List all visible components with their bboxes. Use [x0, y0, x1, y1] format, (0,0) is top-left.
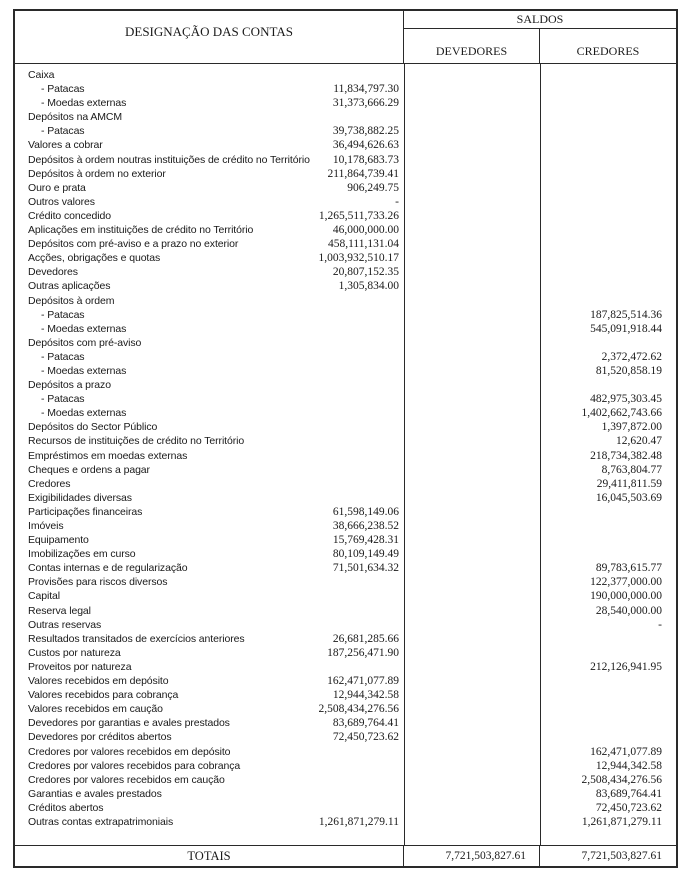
devedores-value: 20,807,152.35 — [332, 266, 399, 279]
account-label: Credores — [28, 477, 71, 490]
account-label: Depósitos com pré-aviso e a prazo no exterior — [28, 238, 239, 251]
table-row — [15, 96, 676, 110]
table-row — [15, 279, 676, 293]
account-label: Recursos de instituições de crédito no Território — [28, 435, 245, 448]
credores-value: 72,450,723.62 — [595, 801, 662, 814]
table-row — [15, 533, 676, 547]
table-row — [15, 350, 676, 364]
account-label: Depósitos na AMCM — [28, 111, 123, 124]
account-label: - Moedas externas — [41, 407, 127, 420]
devedores-value: 39,738,882.25 — [332, 125, 399, 138]
table-row — [15, 787, 676, 801]
devedores-value: 15,769,428.31 — [332, 534, 399, 547]
table-row — [15, 138, 676, 152]
devedores-value: 26,681,285.66 — [332, 632, 399, 645]
account-label: Contas internas e de regularização — [28, 562, 188, 575]
table-row — [15, 801, 676, 815]
devedores-value: 458,111,131.04 — [327, 238, 399, 251]
account-label: - Patacas — [41, 393, 85, 406]
table-row — [15, 322, 676, 336]
account-label: Depósitos à ordem no exterior — [28, 167, 166, 180]
account-label: Crédito concedido — [28, 209, 111, 222]
table-row — [15, 674, 676, 688]
table-row — [15, 209, 676, 223]
credores-value: 122,377,000.00 — [590, 576, 662, 589]
account-label: - Patacas — [41, 83, 85, 96]
table-row — [15, 618, 676, 632]
table-row — [15, 336, 676, 350]
account-label: Exigibilidades diversas — [28, 491, 132, 504]
account-label: Cheques e ordens a pagar — [28, 463, 150, 476]
table-row — [15, 815, 676, 829]
table-row — [15, 463, 676, 477]
devedores-value: 71,501,634.32 — [332, 562, 399, 575]
credores-value: 545,091,918.44 — [590, 322, 662, 335]
table-row — [15, 505, 676, 519]
table-row — [15, 730, 676, 744]
devedores-value: 1,261,871,279.11 — [318, 815, 399, 828]
table-row — [15, 660, 676, 674]
credores-value: 8,763,804.77 — [601, 463, 662, 476]
account-label: Acções, obrigações e quotas — [28, 252, 161, 265]
devedores-value: 10,178,683.73 — [332, 153, 399, 166]
table-row — [15, 251, 676, 265]
table-row — [15, 392, 676, 406]
table-row — [15, 491, 676, 505]
account-label: Proveitos por natureza — [28, 660, 132, 673]
credores-value: 482,975,303.45 — [590, 393, 662, 406]
table-row — [15, 477, 676, 491]
account-label: Devedores — [28, 266, 78, 279]
table-row — [15, 265, 676, 279]
account-label: Custos por natureza — [28, 646, 121, 659]
table-header — [15, 11, 676, 64]
account-label: Imobilizações em curso — [28, 548, 136, 561]
table-row — [15, 167, 676, 181]
table-row — [15, 364, 676, 378]
devedores-value: 80,109,149.49 — [332, 548, 399, 561]
balance-sheet-table — [13, 9, 678, 868]
table-row — [15, 632, 676, 646]
header-designacao: DESIGNAÇÃO DAS CONTAS — [15, 11, 404, 63]
credores-value: 190,000,000.00 — [590, 590, 662, 603]
totals-label: TOTAIS — [15, 845, 404, 866]
table-row — [15, 575, 676, 589]
credores-value: 1,397,872.00 — [601, 421, 662, 434]
table-row — [15, 773, 676, 787]
account-label: Outros valores — [28, 195, 95, 208]
credores-value: 12,620.47 — [616, 435, 662, 448]
header-credores: CREDORES — [576, 44, 640, 58]
account-label: Imóveis — [28, 520, 64, 532]
table-row — [15, 547, 676, 561]
totals-devedores: 7,721,503,827.61 — [404, 845, 540, 866]
devedores-value: 187,256,471.90 — [327, 646, 399, 659]
credores-value: 187,825,514.36 — [590, 308, 662, 321]
devedores-value: 1,265,511,733.26 — [318, 209, 399, 222]
account-label: Devedores por créditos abertos — [28, 731, 172, 744]
account-label: Credores por valores recebidos em depósito — [28, 745, 231, 758]
table-row — [15, 406, 676, 420]
credores-value: 2,372,472.62 — [601, 350, 662, 363]
credores-value: 212,126,941.95 — [590, 660, 662, 673]
devedores-value: 2,508,434,276.56 — [318, 703, 399, 716]
account-label: - Moedas externas — [41, 97, 127, 110]
devedores-value: 1,003,932,510.17 — [318, 252, 399, 265]
totals-credores: 7,721,503,827.61 — [581, 850, 662, 862]
credores-value: - — [658, 618, 662, 631]
table-row — [15, 124, 676, 138]
credores-value: 16,045,503.69 — [595, 491, 662, 504]
account-label: Depósitos à ordem noutras instituições de crédito no Território — [28, 153, 310, 166]
account-label: Equipamento — [28, 534, 89, 547]
table-row — [15, 759, 676, 773]
devedores-value: 12,944,342.58 — [332, 689, 399, 702]
account-label: Reserva legal — [28, 604, 91, 617]
devedores-value: 61,598,149.06 — [332, 505, 399, 518]
account-label: Credores por valores recebidos para cobrança — [28, 759, 241, 772]
account-label: Credores por valores recebidos em caução — [28, 773, 225, 786]
account-label: Outras contas extrapatrimoniais — [28, 815, 174, 828]
credores-value: 12,944,342.58 — [595, 759, 662, 772]
table-row — [15, 519, 676, 533]
account-label: Outras aplicações — [28, 280, 111, 293]
devedores-value: 11,834,797.30 — [333, 83, 399, 96]
table-row — [15, 745, 676, 759]
table-row — [15, 223, 676, 237]
devedores-value: - — [395, 195, 399, 208]
table-row — [15, 561, 676, 575]
account-label: Capital — [28, 590, 60, 603]
devedores-value: 36,494,626.63 — [332, 139, 399, 152]
account-label: Devedores por garantias e avales prestados — [28, 717, 230, 730]
account-label: Participações financeiras — [28, 505, 143, 518]
devedores-value: 211,864,739.41 — [327, 167, 399, 180]
account-label: - Moedas externas — [41, 322, 127, 335]
table-row — [15, 237, 676, 251]
account-label: Caixa — [28, 69, 55, 81]
table-row — [15, 688, 676, 702]
table-row — [15, 153, 676, 167]
table-row — [15, 420, 676, 434]
credores-value: 89,783,615.77 — [595, 562, 662, 575]
table-row — [15, 378, 676, 392]
account-label: Valores recebidos em depósito — [28, 675, 169, 688]
account-label: Empréstimos em moedas externas — [28, 449, 188, 462]
header-saldos: SALDOS — [404, 11, 676, 29]
devedores-value: 162,471,077.89 — [327, 675, 399, 688]
table-row — [15, 68, 676, 82]
account-label: - Moedas externas — [41, 364, 127, 377]
devedores-value: 906,249.75 — [347, 181, 399, 194]
devedores-value: 83,689,764.41 — [332, 717, 399, 730]
credores-value: 83,689,764.41 — [595, 787, 662, 800]
account-label: Depósitos à ordem — [28, 294, 115, 307]
table-row — [15, 716, 676, 730]
credores-value: 1,261,871,279.11 — [581, 815, 662, 828]
account-label: Provisões para riscos diversos — [28, 576, 168, 589]
account-label: Créditos abertos — [28, 801, 104, 814]
table-body — [15, 63, 676, 846]
devedores-value: 72,450,723.62 — [332, 731, 399, 744]
account-label: Valores a cobrar — [28, 139, 103, 152]
account-label: - Patacas — [41, 350, 85, 363]
account-label: Garantias e avales prestados — [28, 787, 162, 800]
table-row — [15, 110, 676, 124]
devedores-value: 38,666,238.52 — [332, 520, 399, 532]
table-row — [15, 294, 676, 308]
table-row — [15, 604, 676, 618]
account-label: Depósitos do Sector Público — [28, 421, 158, 434]
credores-value: 218,734,382.48 — [590, 449, 662, 462]
header-devedores: DEVEDORES — [404, 29, 540, 63]
credores-value: 81,520,858.19 — [595, 364, 662, 377]
table-row — [15, 434, 676, 448]
account-label: Resultados transitados de exercícios anteriores — [28, 632, 245, 645]
devedores-value: 1,305,834.00 — [338, 280, 399, 293]
devedores-value: 46,000,000.00 — [332, 224, 399, 237]
table-row — [15, 82, 676, 96]
table-row — [15, 195, 676, 209]
table-row — [15, 646, 676, 660]
account-label: - Patacas — [41, 125, 85, 138]
account-label: Valores recebidos para cobrança — [28, 689, 179, 702]
credores-value: 1,402,662,743.66 — [581, 407, 662, 420]
totals-row — [15, 845, 676, 866]
account-label: Valores recebidos em caução — [28, 703, 163, 716]
table-row — [15, 449, 676, 463]
table-row — [15, 702, 676, 716]
account-label: Outras reservas — [28, 618, 102, 631]
credores-value: 28,540,000.00 — [595, 604, 662, 617]
account-label: Depósitos a prazo — [28, 379, 111, 392]
table-row — [15, 181, 676, 195]
account-label: Ouro e prata — [28, 181, 86, 194]
credores-value: 2,508,434,276.56 — [581, 773, 662, 786]
account-label: Depósitos com pré-aviso — [28, 336, 142, 349]
devedores-value: 31,373,666.29 — [332, 97, 399, 110]
credores-value: 162,471,077.89 — [590, 745, 662, 758]
account-label: - Patacas — [41, 308, 85, 321]
account-label: Aplicações em instituições de crédito no Território — [28, 224, 254, 237]
account-rows — [15, 68, 676, 829]
table-row — [15, 589, 676, 603]
table-row — [15, 308, 676, 322]
credores-value: 29,411,811.59 — [596, 477, 662, 490]
